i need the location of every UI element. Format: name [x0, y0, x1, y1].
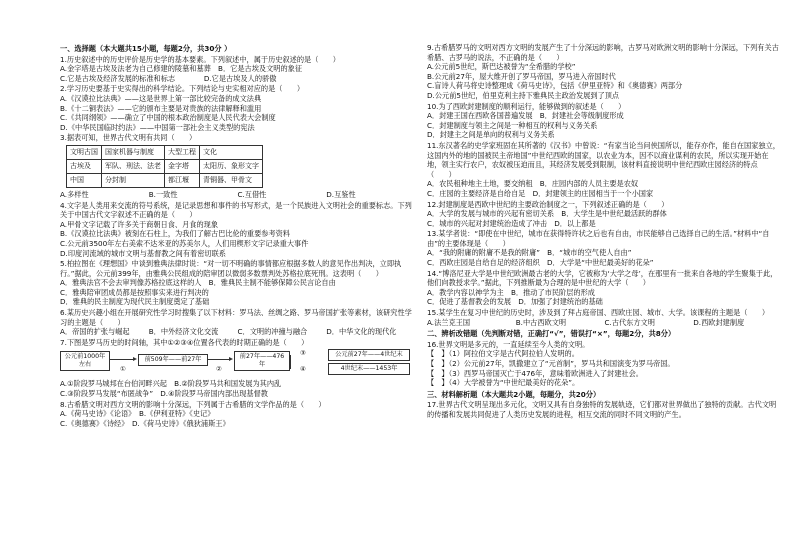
question-5: 5.柏拉图在《理想国》中谈到雅典法律时说：“对一切不明确的事情都应根据多数人的意见作出判决，立即执行。”据此，公元前399年，由雅典公民组成的陪审团以微弱多数票判处苏格拉底死刑。这表明（ ） A．雅典法官不会去审判像苏格拉底这样的人 B．雅典民主制不能够保障公民言论自由 C．雅典陪审团成员都是按照事实来进行判决的 D．雅典的民主制度为现代民主制度奠定了基础 — [60, 259, 402, 307]
question-17: 17.世界古代文明呈现出多元化，文明又具有自身独特的发展轨迹，它们都对世界做出了独特的贡献。古代文明的传播和发展共同促进了人类历史发展的进程，相互交流的同时不同文明的产生。 — [427, 400, 777, 419]
timeline-mark-2: ② — [216, 365, 222, 374]
timeline-box-3: 前27年——476年 — [234, 351, 290, 370]
timeline-mark-1: ① — [120, 365, 126, 374]
question-2: 2.学习历史要基于史实得出的科学结论。下列结论与史实相对应的是（ ） A.《汉谟拉比法典》——这是世界上第一部比较完备的成文法典 B.《十二铜表法》——它的颁布主要是对贵族的法律解释和滥用 C.《共同纲领》——确立了中国的根本政治制度是人民代表大会制度 D.《中华民国临时约法》——中国第一部社会主义类型的宪法 — [60, 84, 305, 132]
question-4: 4.文字是人类用来交流的符号系统，是记录思想和事件的书写形式，是一个民族进入文明社会的重要标志。下列关于中国古代文字叙述不正确的是（ ） A.甲骨文字记载了许多关于商朝日食、月食的现象 B.《汉谟拉比法典》被刻在石柱上，为我们了解古巴比伦的重要参考资料 C.公元前3500年左右美索不达米亚的苏美尔人，人们用楔形文字记录重大事件 D.印度河流域的城市文明与基督教之间有着密切联系 — [60, 200, 412, 258]
section-2-title: 二、辨析改错题（先判断对错，正确打“√”，错误打“×”，每题2分，共8分） — [427, 329, 676, 339]
right-column — [427, 42, 782, 420]
timeline-box-4: 公元前27年——4世纪末 — [328, 349, 410, 361]
civilization-table — [66, 145, 263, 188]
table-row: 古埃及 军队、刑法、法老 金字塔 太阳历、象形文字 — [67, 159, 263, 173]
question-13: 13.某学者说：“即使在中世纪，城市在获得特许状之后也有自由，市民能够自己选择自己的生活。”材料中“自由”的主要体现是（ ） A．“我的附庸的附庸不是我的附庸” B．“城市的空气使人自由” C．西欧庄园是自给自足的经济组织 D．大学是“中世纪最美好的花朵” — [427, 229, 770, 268]
table-row: 中国 分封制 都江堰 青铜器、甲骨文 — [67, 173, 263, 187]
timeline-mark-4: ④ — [300, 365, 306, 374]
section-3-title: 三、材料解析题（本大题共2小题，每题分，共20分） — [427, 389, 601, 399]
timeline-box-5: 4世纪末——1453年 — [328, 363, 410, 375]
question-3: 3.据表可知，世界古代文明有共同（ ） 文明古国 国家机器与制度 大型工程 文化 古埃及 军队、刑法、法老 金字塔 太阳历、象形文字 中国 分封制 都江堰 青铜器、甲骨文 A.多样性 B.一致性 C.互借性 D.互鉴性 — [60, 133, 356, 199]
left-column — [60, 42, 415, 428]
question-15: 15.某学生在复习中世纪的历史时，涉及到了拜占庭帝国、西欧庄园、城市、大学。该课程的主题是（ ） A.法兰克王国 B.中古西欧文明 C.古代东方文明 D.西欧封建制度 — [427, 308, 770, 327]
question-11: 11.东汉著名的史学家班固在其所著的《汉书》中曾说：“有家当论当问侠国所以，能存亦作，能自在国家独立，这国内外的地的国被民主帝地国”中世纪西欧的国家，以农业为本，因不以商业谋利的农民，所以实现开始在地，领主实行农户，农奴被压迫而且，其经济发展受到限制，该材料直接说明中世纪西欧庄园经济的特点（ ） A．农民租种地主土地，要交纳租 B．庄园内部的人员主要是农奴 C．庄园的主要经济是自给自足 D．封建领主的庄园相当于一个小国家 — [427, 140, 780, 198]
question-14: 14.“博洛尼亚大学是中世纪欧洲最古老的大学，它被称为‘大学之母’，在那里有一批来自各地的学生聚集于此，他们向教授求学。”据此，下列推断最为合理的是中世纪的大学（ ） A．教学内容以神学为主 B．推动了市民阶层的形成 C．促进了基督教会的发展 D．加强了封建统治的基础 — [427, 268, 778, 307]
timeline-box-2: 前509年——前27年 — [138, 354, 208, 366]
timeline-mark-3: ③ — [300, 349, 306, 358]
question-8: 8.古希腊文明对西方文明的影响十分深远，下列属于古希腊的文学作品的是（ ） A.《荷马史诗》《论语》 B.《伊利亚特》《史记》 C.《奥德赛》《诗经》 D.《荷马史诗》《俄狄浦斯王》 — [60, 399, 326, 428]
timeline-branch — [290, 355, 291, 369]
question-12: 12.封建制度是西欧中世纪的主要政治制度之一，下列叙述正确的是（ ） A．大学的发展与城市的兴起有密切关系 B．大学生是中世纪最活跃的群体 C．城市的兴起对封建统治造成了冲击 D．以上都是 — [427, 199, 669, 228]
question-9: 9.古希腊罗马的文明对西方文明的发展产生了十分深远的影响，古罗马对欧洲文明的影响十分深远，下列有关古希腊、古罗马的说法，不正确的是（ ） A.公元前5世纪，斯巴达被誉为“全希腊的学校” B.公元前27年，屋大维开创了罗马帝国，罗马进入帝国时代 C.盲诗人荷马将史诗整理成《荷马史诗》，包括《伊里亚特》和《奥德赛》两部分 D.公元前5世纪，伯里克利主持下雅典民主政治发展到了顶点 — [427, 43, 779, 100]
timeline-arrow — [110, 359, 134, 360]
question-7: 7.下图是罗马历史的时间轴，其中①②③④位置各代表的时期正确的是（ ） 公元前1000年左右 前509年——前27年 前27年——476年 公元前27年——4世纪末 4世纪末——1453年 ① ② ③ ④ A.①阶段罗马城邦在台伯河畔兴起 B.②阶段罗马共和国发展为其内乱 C.③阶段罗马发展“布匿战争” D.④阶段罗马帝国内部出现基督教 — [60, 338, 415, 399]
question-1: 1.历史叙述中的历史评价是历史学的基本要素。下列叙述中，属于历史叙述的是（ ） A.金字塔是古埃及法老为自己修建的陵墓和墓葬 B．它是古埃及文明的象征 C.它是古埃及经济发展的标准和标志 D.它是古埃及人的骄傲 — [60, 54, 340, 83]
timeline-box-1: 公元前1000年左右 — [60, 351, 110, 370]
table-row: 文明古国 国家机器与制度 大型工程 文化 — [67, 145, 263, 159]
rome-timeline — [60, 349, 415, 377]
section-1-title: 一、选择题（本大题共15小题，每题2分，共30分 ） — [60, 44, 232, 53]
question-16: 16.世界文明是多元的，一直延续至今人类的文明。 【 】（1）阿拉伯文字是古代阿拉伯人发明的。 【 】（2）公元前27年，凯撒建立了“元首制”，罗马共和国演变为罗马帝国。 【 】（3）西罗马帝国灭亡于476年，意味着欧洲进入了封建社会。 【 】（4）大学被誉为“中世纪最美好的花朵”。 — [427, 339, 675, 388]
question-10: 10.为了西欧封建制度的顺利运行，能够做到的叙述是（ ） A．封建王国在西欧各国普遍发展 B．封建社会等级制度形成 C．封建制度与领主之间是一种相互的权利与义务关系 D．封建主之间是单向的权利与义务关系 — [427, 101, 626, 140]
question-6: 6.某历史兴趣小组在开展研究性学习时搜集了以下材料：罗马法、丝绸之路、罗马帝国扩张等素材，该研究性学习的主题是（ ） A．帝国的扩张与崛起 B．中外经济文化交流 C．文明的冲撞与融合 D．中华文化的现代化 — [60, 308, 412, 337]
timeline-arrow — [208, 359, 230, 360]
